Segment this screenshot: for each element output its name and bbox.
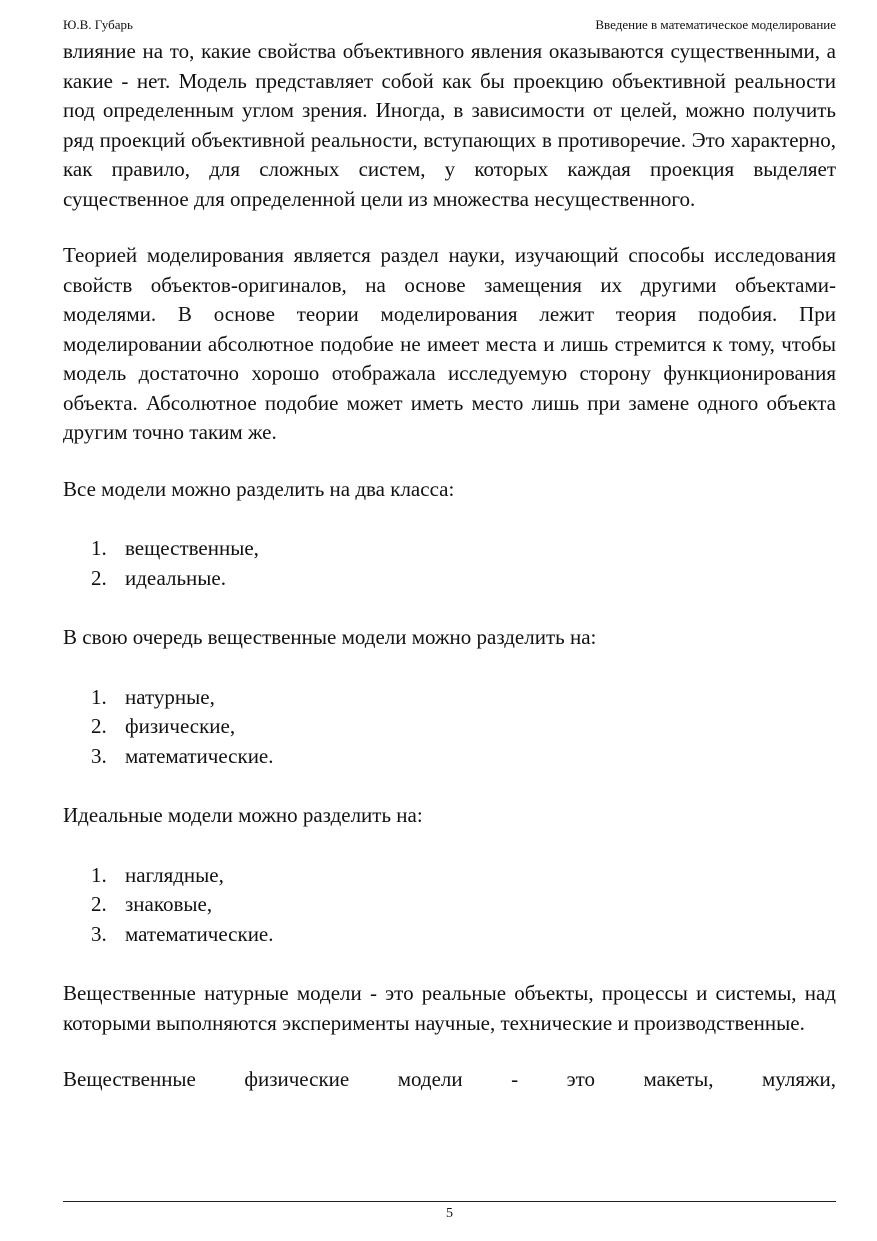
header-title: Введение в математическое моделирование [595,17,836,32]
document-body [63,37,836,1095]
list-item [63,564,836,594]
list-item-text: математические. [125,921,274,946]
list-marker: 1. [91,536,107,560]
list-marker: 1. [91,684,107,709]
list-item [63,712,836,742]
list-item-text: вещественные, [125,536,259,560]
list-marker: 3. [91,921,107,946]
list-material-models [63,683,836,772]
list-item [63,742,836,772]
list-marker: 2. [91,565,107,590]
paragraph-model-classes: Все модели можно разделить на два класса: [63,476,455,501]
list-ideal-models [63,861,836,950]
paragraph-ideal-models: Идеальные модели можно разделить на: [63,803,423,827]
list-item-text: идеальные. [125,565,226,590]
header-author: Ю.В. Губарь [63,17,133,32]
list-marker: 1. [91,862,107,887]
list-item-text: знаковые, [125,892,213,916]
list-item [63,920,836,950]
list-item [63,534,836,564]
list-marker: 2. [91,714,107,738]
list-marker: 2. [91,892,107,916]
paragraph-natural-models: Вещественные натурные модели - это реальные объекты, процессы и системы, над которыми выполняются эксперименты научные, технические и производственные. [63,981,836,1035]
list-item [63,890,836,920]
page-footer [63,1201,836,1224]
paragraph-material-models: В свою очередь вещественные модели можно разделить на: [63,625,597,649]
list-item [63,861,836,891]
paragraph-continued: влияние на то, какие свойства объективного явления оказываются существенными, а какие - нет. Модель представляет собой как бы проекцию объективной реальности под определенным углом зрения. Иногда, в зависимости от целей, можно получить ряд проекций объективной реальности, вступающих в противоречие. Это характерно, как правило, для сложных систем, у которых каждая проекция выделяет существенное для определенной цели из множества несущественного. [63,39,836,211]
list-item-text: наглядные, [125,862,224,887]
list-item [63,683,836,713]
list-model-classes [63,534,836,593]
list-item-text: математические. [125,743,274,768]
list-marker: 3. [91,743,107,768]
paragraph-modeling-theory: Теорией моделирования является раздел науки, изучающий способы исследования свойств объектов-оригиналов, на основе замещения их другими объектами-моделями. В основе теории моделирования лежит теория подобия. При моделировании абсолютное подобие не имеет места и лишь стремится к тому, чтобы модель достаточно хорошо отображала исследуемую сторону функционирования объекта. Абсолютное подобие может иметь место лишь при замене одного объекта другим точно таким же. [63,243,836,444]
page-header [63,15,836,35]
paragraph-physical-models: Вещественные физические модели - это макеты, муляжи, [63,1067,836,1091]
list-item-text: натурные, [125,684,215,709]
page-number: 5 [446,1206,453,1221]
list-item-text: физические, [125,714,236,738]
